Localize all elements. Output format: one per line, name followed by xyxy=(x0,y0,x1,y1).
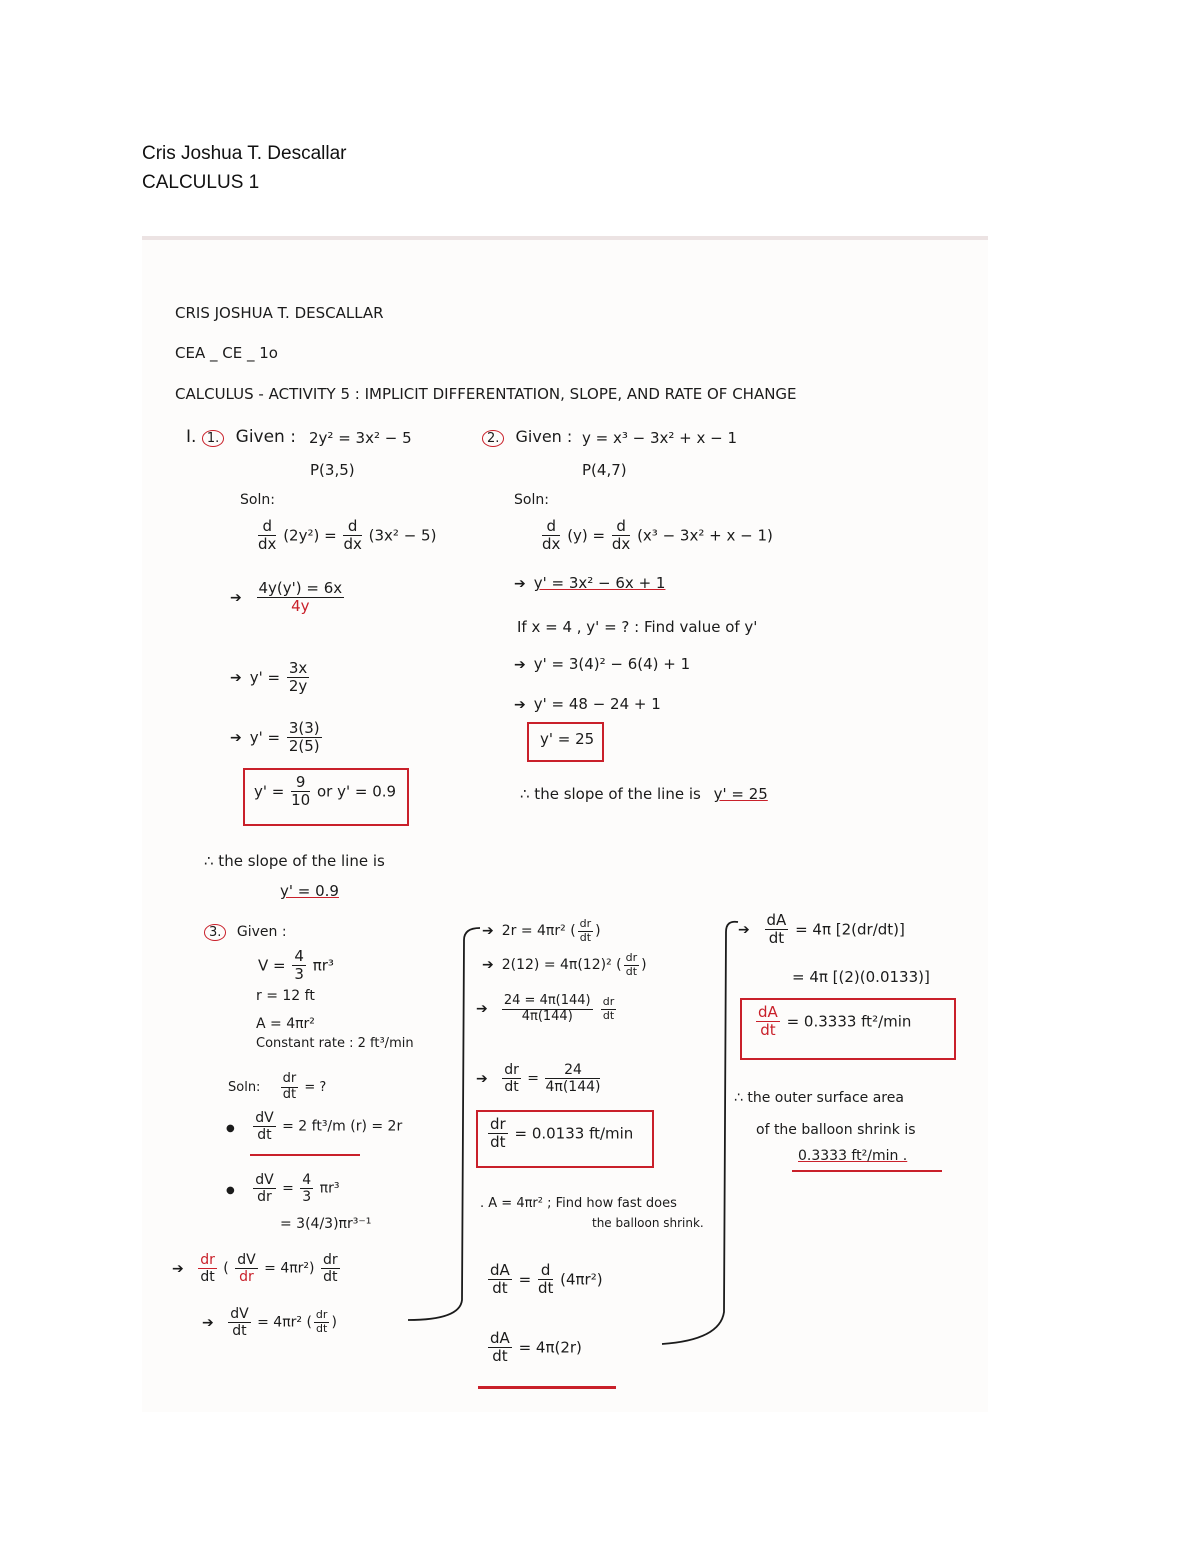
p1-conclusion-value: y' = 0.9 xyxy=(280,882,339,900)
p3-soln: Soln: $\frac{dr}{dt}$ = ? xyxy=(228,1071,327,1102)
p2-conclusion: ∴ the slope of the line is y' = 25 xyxy=(520,785,768,803)
p3-bullet-1: ● $\frac{dV}{dt}$ = 2 ft³/m (r) = 2r xyxy=(226,1110,403,1144)
p3-right-1: ➔ $\frac{dA}{dt}$ = 4π [2(dr/dt)] xyxy=(738,911,905,948)
p3-conclusion-value: 0.3333 ft²/min . xyxy=(798,1148,908,1164)
problem-3-number: 3. xyxy=(204,924,226,941)
p1-answer: y' = $\frac{9}{10}$ or y' = 0.9 xyxy=(254,773,397,810)
course-name: CALCULUS 1 xyxy=(142,172,260,193)
p3-bullet-2: ● $\frac{dV}{dr}$ = $\frac{4}{3}$ πr³ xyxy=(226,1172,340,1206)
p3-volume-formula: V = $\frac{4}{3}$ πr³ xyxy=(258,947,334,984)
p1-given-equation: 2y² = 3x² − 5 xyxy=(309,429,412,447)
p1-step-1: $\frac{d}{dx}$ (2y²) = $\frac{d}{dx}$ (3x² − 5) xyxy=(258,517,437,554)
problem-2-number: 2. xyxy=(482,430,504,447)
p2-step-4: ➔ y' = 48 − 24 + 1 xyxy=(514,695,661,713)
p3-mid-2: ➔ 2(12) = 4π(12)² ( $\frac{dr}{dt}$ ) xyxy=(482,951,647,978)
given-label: Given : xyxy=(235,427,296,447)
given-label: Given : xyxy=(236,924,287,940)
p1-conclusion: ∴ the slope of the line is xyxy=(204,852,385,870)
author-name: Cris Joshua T. Descallar xyxy=(142,143,347,164)
p3-conclusion-1: ∴ the outer surface area xyxy=(734,1090,904,1106)
p2-given-equation: y = x³ − 3x² + x − 1 xyxy=(582,429,738,447)
student-name: CRIS JOSHUA T. DESCALLAR xyxy=(175,304,384,322)
p3-mid-4: ➔ $\frac{dr}{dt}$ = $\frac{24}{4\pi(144)}$ xyxy=(476,1062,601,1096)
p3-dAdt-2: $\frac{dA}{dt}$ = 4π(2r) xyxy=(490,1329,582,1366)
p3-right-2: = 4π [(2)(0.0133)] xyxy=(792,968,930,986)
p3-find-line-1: . A = 4πr² ; Find how fast does xyxy=(480,1196,677,1211)
p2-step-2: ➔ y' = 3x² − 6x + 1 xyxy=(514,574,666,592)
p3-dAdt-answer: $\frac{dA}{dt}$ = 0.3333 ft²/min xyxy=(758,1003,912,1040)
p3-radius: r = 12 ft xyxy=(256,988,315,1004)
p1-step-4: ➔ y' = $\frac{3(3)}{2(5)}$ xyxy=(230,719,320,756)
p2-point: P(4,7) xyxy=(582,461,627,479)
activity-title: CALCULUS - ACTIVITY 5 : IMPLICIT DIFFERENTATION, SLOPE, AND RATE OF CHANGE xyxy=(175,385,797,403)
p3-find-line-2: the balloon shrink. xyxy=(592,1216,704,1230)
p1-step-2: ➔ $\frac{4y(y') = 6x}{4y}$ xyxy=(230,579,343,616)
p3-area-formula: A = 4πr² xyxy=(256,1016,315,1032)
roman-numeral: I. xyxy=(186,427,197,447)
p2-soln-label: Soln: xyxy=(514,492,549,508)
p3-mid-3: ➔ $\frac{24 = 4\pi(144)}{4\pi(144)}$ $\frac{dr}{dt}$ xyxy=(476,993,615,1024)
p3-constant-rate: Constant rate : 2 ft³/min xyxy=(256,1036,414,1051)
p1-step-3: ➔ y' = $\frac{3x}{2y}$ xyxy=(230,659,308,696)
section: CEA _ CE _ 1o xyxy=(175,344,278,362)
p3-conclusion-2: of the balloon shrink is xyxy=(756,1122,916,1138)
scanned-worksheet xyxy=(142,236,988,1412)
p1-soln-label: Soln: xyxy=(240,492,275,508)
p2-step-1: $\frac{d}{dx}$ (y) = $\frac{d}{dx}$ (x³ − 3x² + x − 1) xyxy=(542,517,773,554)
p3-chain-1: ➔ $\frac{dr}{dt}$ ( $\frac{dV}{dr}$ = 4πr²) $\frac{dr}{dt}$ xyxy=(172,1252,338,1286)
given-label: Given : xyxy=(515,427,573,446)
p3-bullet-2-line-2: = 3(4/3)πr³⁻¹ xyxy=(280,1216,372,1232)
p2-if-line: If x = 4 , y' = ? : Find value of y' xyxy=(517,618,758,636)
p1-point: P(3,5) xyxy=(310,461,355,479)
p2-answer: y' = 25 xyxy=(540,730,595,748)
p3-dAdt-1: $\frac{dA}{dt}$ = $\frac{d}{dt}$ (4πr²) xyxy=(490,1261,603,1298)
connector-arrows xyxy=(142,240,988,1412)
p3-mid-1: ➔ 2r = 4πr² ( $\frac{dr}{dt}$ ) xyxy=(482,917,601,944)
problem-1-number: 1. xyxy=(202,430,224,447)
p3-chain-2: ➔ $\frac{dV}{dt}$ = 4πr² ( $\frac{dr}{dt}$ ) xyxy=(202,1306,337,1340)
p2-step-3: ➔ y' = 3(4)² − 6(4) + 1 xyxy=(514,655,691,673)
p3-drdt-answer: $\frac{dr}{dt}$ = 0.0133 ft/min xyxy=(490,1115,634,1152)
